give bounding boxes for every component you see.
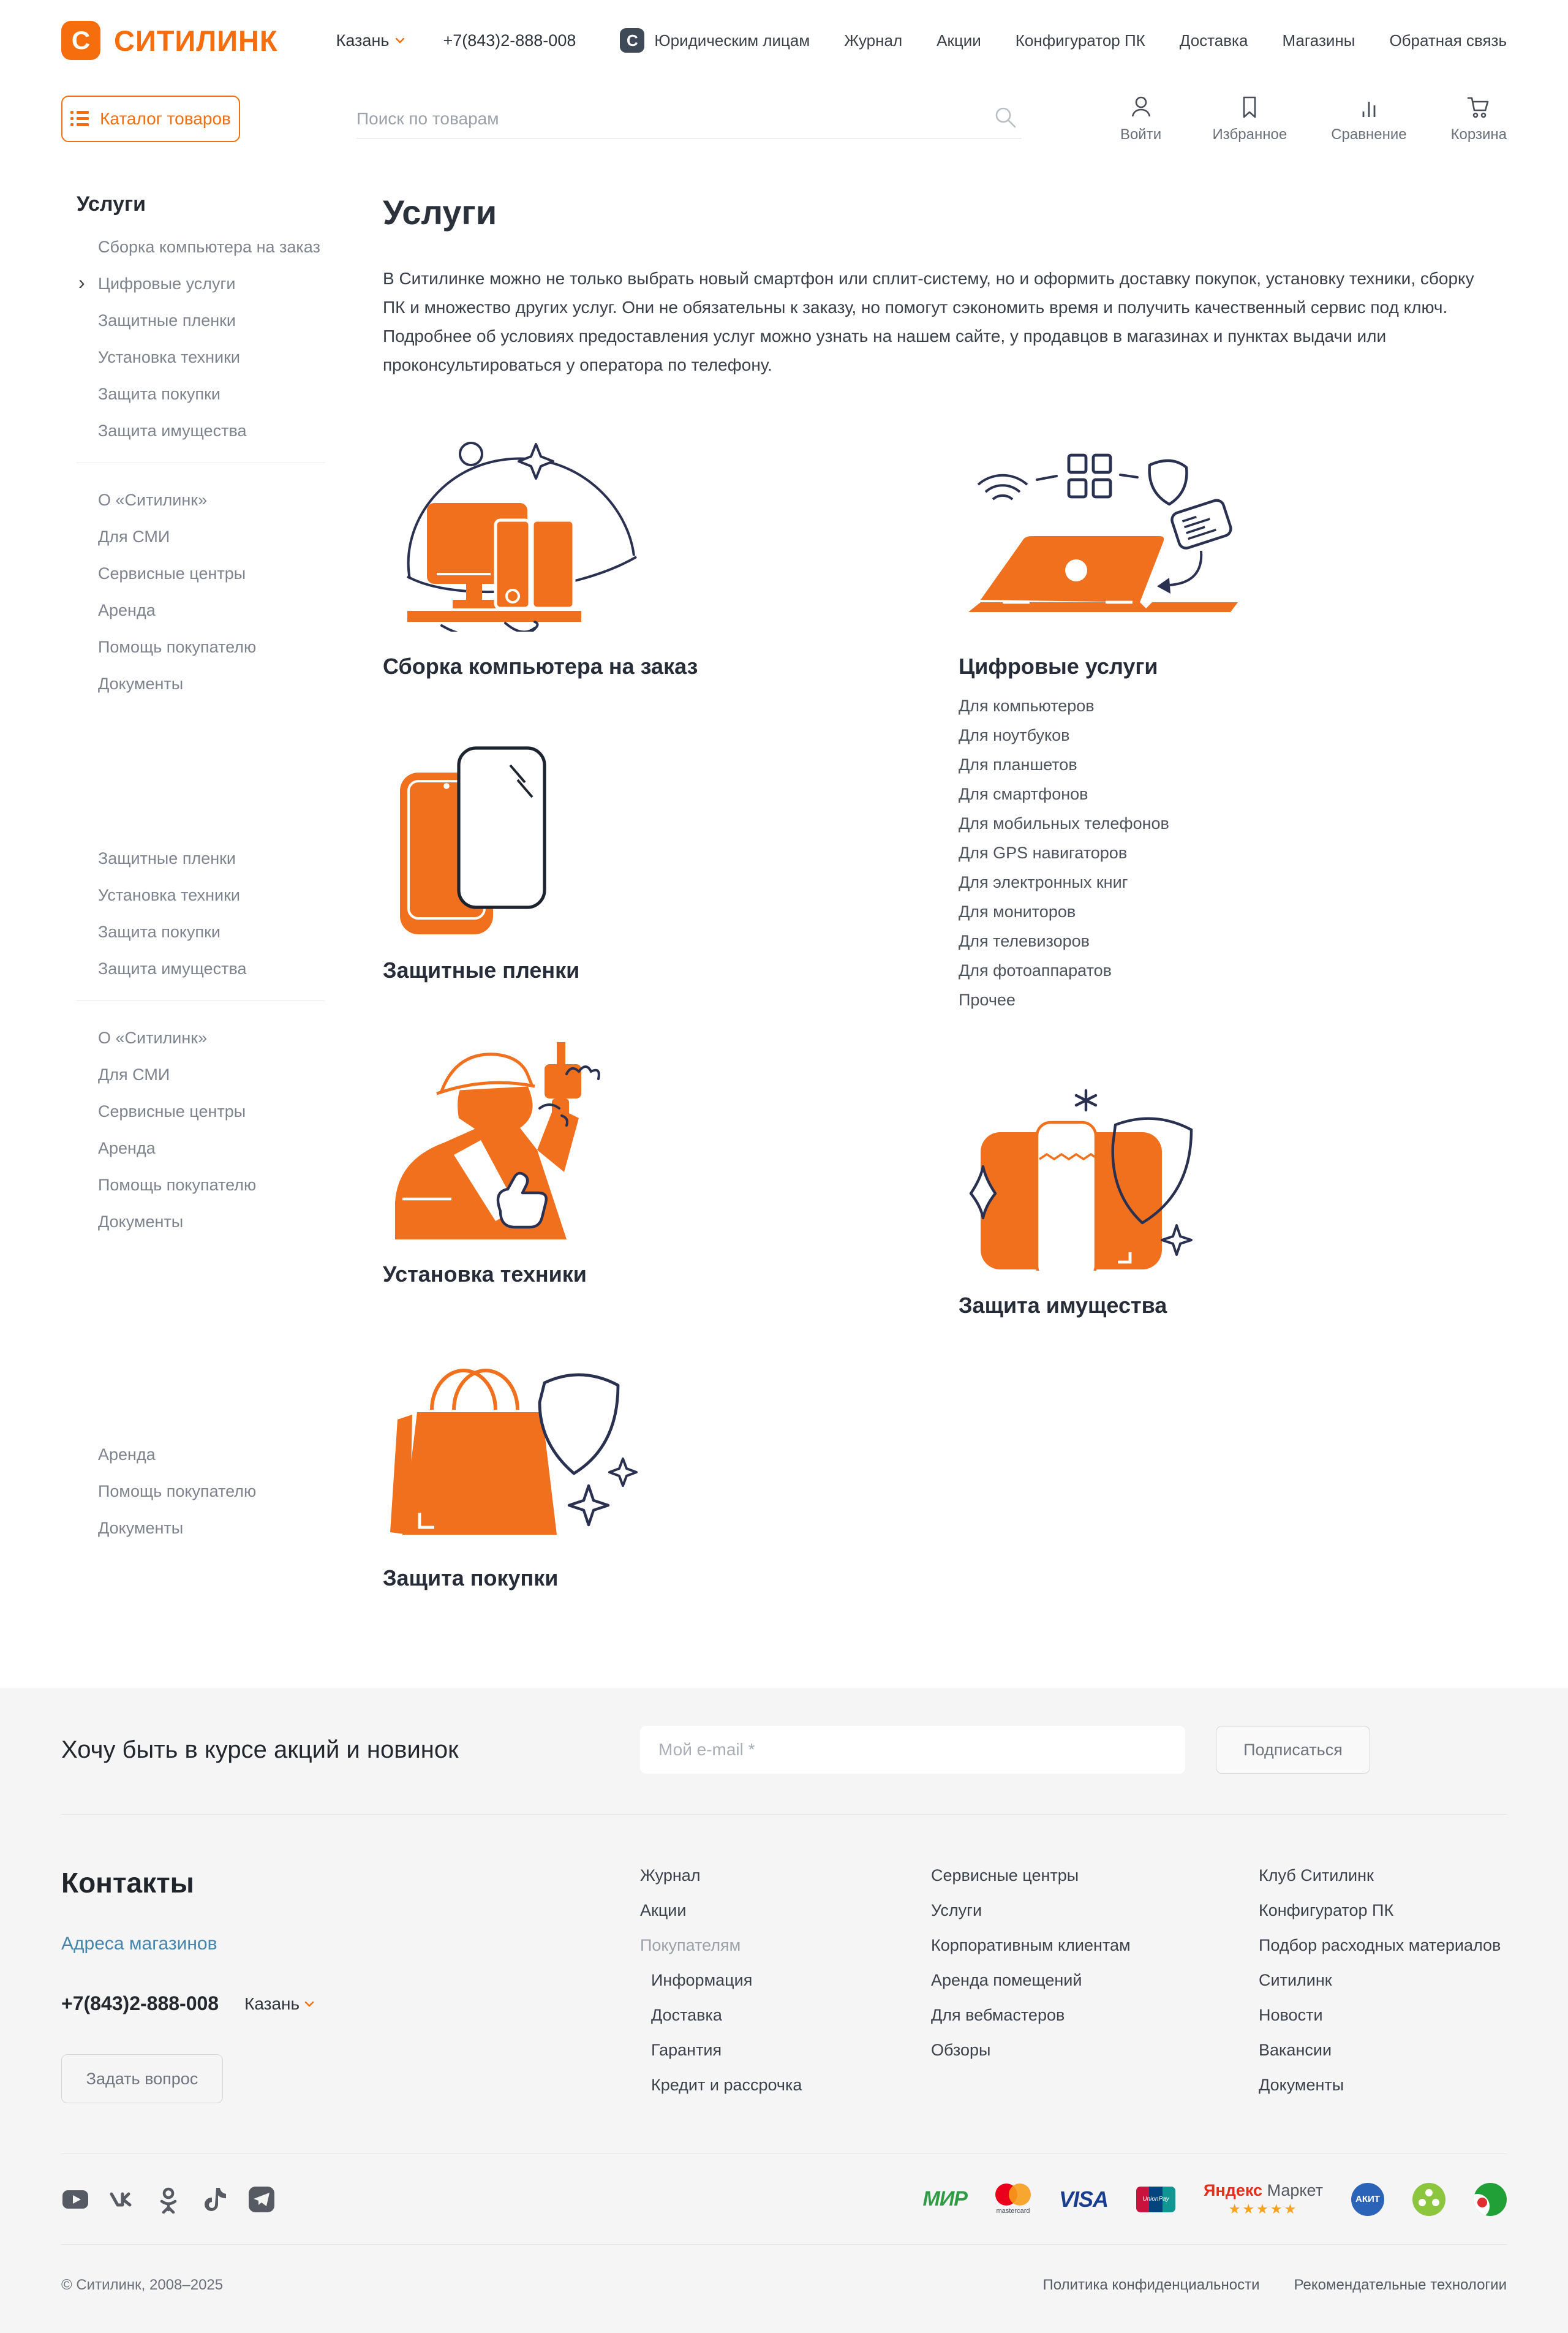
citilink-logo-icon: C bbox=[61, 21, 100, 60]
newsletter-section bbox=[0, 1688, 1568, 1814]
footer-link[interactable]: Клуб Ситилинк bbox=[1259, 1866, 1374, 1885]
nav-journal[interactable]: Журнал bbox=[844, 31, 903, 50]
service-card-property-protection bbox=[959, 1081, 1507, 1318]
sidebar-item-active[interactable]: › Цифровые услуги bbox=[78, 271, 236, 293]
footer bbox=[0, 1688, 1568, 2333]
service-title-property-protection[interactable]: Защита имущества bbox=[959, 1293, 1167, 1318]
contacts-title: Контакты bbox=[61, 1867, 194, 1899]
footer-link[interactable]: Сервисные центры bbox=[931, 1866, 1079, 1885]
catalog-button[interactable]: Каталог товаров bbox=[61, 96, 240, 142]
youtube-icon[interactable] bbox=[61, 2185, 89, 2214]
footer-link[interactable]: Корпоративным клиентам bbox=[931, 1936, 1131, 1954]
sidebar-item[interactable]: Документы bbox=[98, 1519, 184, 1537]
footer-city-selector[interactable]: Казань bbox=[244, 1994, 314, 2014]
service-card-pc-assembly bbox=[383, 429, 959, 679]
services-right-column bbox=[959, 429, 1507, 1645]
search-icon[interactable] bbox=[992, 104, 1018, 130]
sidebar-item[interactable]: Помощь покупателю bbox=[98, 1176, 257, 1194]
email-field[interactable] bbox=[640, 1726, 1185, 1774]
city-selector[interactable] bbox=[336, 31, 405, 50]
bottom-bar bbox=[0, 2245, 1568, 2333]
privacy-policy-link[interactable]: Политика конфиденциальности bbox=[1042, 2277, 1260, 2293]
copyright: © Ситилинк, 2008–2025 bbox=[61, 2277, 224, 2293]
footer-phone[interactable]: +7(843)2-888-008 bbox=[61, 1992, 219, 2014]
footer-link[interactable]: Гарантия bbox=[651, 2041, 722, 2059]
service-card-protective-films bbox=[383, 733, 959, 983]
mir-logo: МИР bbox=[922, 2187, 967, 2210]
sidebar-spacer bbox=[77, 711, 383, 849]
telegram-icon[interactable] bbox=[247, 2185, 276, 2214]
search-input[interactable] bbox=[356, 99, 1022, 138]
sidebar-item[interactable]: Для СМИ bbox=[98, 527, 170, 546]
nav-promos[interactable]: Акции bbox=[937, 31, 981, 50]
social-payments-row bbox=[0, 2154, 1568, 2244]
chevron-right-icon: › bbox=[78, 271, 85, 293]
header-top-row bbox=[61, 21, 1507, 60]
sidebar-title: Услуги bbox=[77, 192, 146, 216]
protective-films-illustration bbox=[383, 733, 959, 936]
installation-illustration bbox=[383, 1037, 959, 1239]
digital-service-link[interactable]: Прочее bbox=[959, 991, 1016, 1009]
sidebar-item[interactable]: Установка техники bbox=[98, 886, 240, 904]
nav-pc-configurator[interactable]: Конфигуратор ПК bbox=[1015, 31, 1145, 50]
sidebar-group-services bbox=[77, 237, 383, 441]
social-icons bbox=[61, 2185, 276, 2214]
footer-link[interactable]: Журнал bbox=[640, 1866, 701, 1885]
vk-icon[interactable] bbox=[108, 2185, 136, 2214]
top-navigation bbox=[620, 28, 1507, 53]
sidebar bbox=[61, 192, 383, 1645]
content bbox=[0, 192, 1568, 1645]
sidebar-item[interactable]: Аренда bbox=[98, 601, 156, 619]
subscribe-button[interactable]: Подписаться bbox=[1216, 1726, 1370, 1774]
sidebar-divider bbox=[77, 1000, 325, 1001]
ask-question-button[interactable]: Задать вопрос bbox=[61, 2054, 223, 2103]
yandex-market-logo: Яндекс Маркет ★★★★★ bbox=[1204, 2181, 1323, 2217]
footer-link[interactable]: Ситилинк bbox=[1259, 1971, 1332, 1989]
digital-service-link[interactable]: Для планшетов bbox=[959, 755, 1077, 774]
favorites-button[interactable]: Избранное bbox=[1213, 94, 1287, 143]
service-card-digital-services bbox=[959, 429, 1507, 1008]
payment-logos bbox=[923, 2181, 1507, 2217]
recommendation-tech-link[interactable]: Рекомендательные технологии bbox=[1294, 2277, 1507, 2293]
digital-services-illustration bbox=[959, 429, 1507, 632]
akit-logo: АКИТ bbox=[1351, 2183, 1384, 2216]
sidebar-item[interactable]: Для СМИ bbox=[98, 1065, 170, 1084]
pc-assembly-illustration bbox=[383, 429, 959, 632]
service-title-installation[interactable]: Установка техники bbox=[383, 1261, 587, 1287]
sidebar-item[interactable]: Аренда bbox=[98, 1139, 156, 1157]
digital-service-link[interactable]: Для электронных книг bbox=[959, 873, 1128, 891]
legal-entities-icon: C bbox=[620, 28, 644, 53]
sidebar-item[interactable]: Защита покупки bbox=[98, 923, 221, 941]
visa-logo: VISA bbox=[1058, 2186, 1108, 2212]
sidebar-spacer bbox=[77, 1249, 383, 1445]
sidebar-item[interactable]: Защита покупки bbox=[98, 385, 221, 403]
footer-link[interactable]: Новости bbox=[1259, 2006, 1323, 2024]
service-title-purchase-protection[interactable]: Защита покупки bbox=[383, 1565, 559, 1590]
nav-delivery[interactable]: Доставка bbox=[1179, 31, 1248, 50]
sidebar-item[interactable]: Установка техники bbox=[98, 348, 240, 366]
newsletter-heading: Хочу быть в курсе акций и новинок bbox=[61, 1736, 459, 1763]
sber-logo bbox=[1474, 2183, 1507, 2216]
mastercard-logo: mastercard bbox=[995, 2184, 1031, 2215]
catalog-list-icon bbox=[70, 110, 89, 127]
service-title-digital-services[interactable]: Цифровые услуги bbox=[959, 654, 1158, 679]
user-icon bbox=[1128, 94, 1154, 120]
digital-service-link[interactable]: Для компьютеров bbox=[959, 697, 1095, 715]
sidebar-item[interactable]: Сборка компьютера на заказ bbox=[98, 238, 320, 256]
digital-service-link[interactable]: Для смартфонов bbox=[959, 785, 1088, 803]
bookmark-icon bbox=[1237, 94, 1262, 120]
digital-service-link[interactable]: Для телевизоров bbox=[959, 932, 1090, 950]
login-button[interactable]: Войти bbox=[1114, 94, 1169, 143]
footer-link[interactable]: Вакансии bbox=[1259, 2041, 1332, 2059]
cart-icon bbox=[1464, 94, 1493, 120]
sidebar-group-services-2 bbox=[77, 849, 383, 978]
sidebar-item[interactable]: Защита имущества bbox=[98, 422, 247, 440]
footer-link[interactable]: Акции bbox=[640, 1901, 687, 1919]
sidebar-group-about bbox=[77, 490, 383, 694]
sidebar-group-about-2 bbox=[77, 1028, 383, 1231]
compare-icon bbox=[1356, 94, 1382, 120]
footer-columns bbox=[0, 1815, 1568, 2153]
sidebar-item[interactable]: Защита имущества bbox=[98, 959, 247, 978]
footer-column-club bbox=[1259, 1866, 1507, 2111]
header-search-row bbox=[61, 94, 1507, 143]
nav-feedback[interactable]: Обратная связь bbox=[1389, 31, 1507, 50]
rating-stars: ★★★★★ bbox=[1228, 2201, 1298, 2217]
chevron-down-icon bbox=[304, 2001, 314, 2007]
unionpay-logo: UnionPay bbox=[1136, 2187, 1175, 2212]
digital-service-link[interactable]: Для ноутбуков bbox=[959, 726, 1070, 744]
bottom-links bbox=[1042, 2277, 1507, 2294]
footer-phone-row bbox=[61, 1992, 640, 2015]
sidebar-item[interactable]: Сервисные центры bbox=[98, 1102, 246, 1121]
citilink-logo-text: СИТИЛИНК bbox=[114, 24, 278, 57]
sidebar-item[interactable]: Защитные пленки bbox=[98, 849, 236, 868]
digital-services-links bbox=[959, 698, 1507, 1008]
nav-legal-entities[interactable]: C Юридическим лицам bbox=[620, 28, 810, 53]
city-label: Казань bbox=[336, 31, 390, 50]
compare-button[interactable]: Сравнение bbox=[1331, 94, 1406, 143]
page-title: Услуги bbox=[383, 193, 497, 232]
main-area bbox=[383, 192, 1507, 1645]
header bbox=[0, 0, 1568, 143]
sidebar-item[interactable]: Документы bbox=[98, 1212, 184, 1231]
services-grid bbox=[383, 429, 1507, 1645]
digital-service-link[interactable]: Для мобильных телефонов bbox=[959, 814, 1169, 833]
footer-link[interactable]: Для вебмастеров bbox=[931, 2006, 1065, 2024]
intro-paragraph: В Ситилинке можно не только выбрать новый смартфон или сплит-систему, но и оформить доставку покупок, установку техники, сборку ПК и множество других услуг. Они не обязательны к заказу, но помогут сэкономить время и получить качественный сервис под ключ. Подробнее об условиях предоставления услуг можно узнать на нашем сайте, у продавцов в магазинах и пунктах выдачи или проконсультироваться у оператора по телефону. bbox=[383, 269, 1474, 374]
purchase-protection-illustration bbox=[383, 1341, 959, 1543]
digital-service-link[interactable]: Для фотоаппаратов bbox=[959, 961, 1112, 980]
sidebar-item[interactable]: Защитные пленки bbox=[98, 311, 236, 330]
services-left-column bbox=[383, 429, 959, 1645]
sidebar-item[interactable]: О «Ситилинк» bbox=[98, 1029, 208, 1047]
footer-link[interactable]: Информация bbox=[651, 1971, 753, 1989]
header-phone[interactable]: +7(843)2-888-008 bbox=[443, 31, 576, 50]
footer-link[interactable]: Обзоры bbox=[931, 2041, 991, 2059]
sidebar-item[interactable]: Сервисные центры bbox=[98, 564, 246, 583]
footer-column-shoppers bbox=[640, 1866, 931, 2111]
sidebar-item[interactable]: Помощь покупателю bbox=[98, 638, 257, 656]
cart-button[interactable]: Корзина bbox=[1451, 94, 1507, 143]
nav-stores[interactable]: Магазины bbox=[1282, 31, 1355, 50]
sidebar-item[interactable]: Помощь покупателю bbox=[98, 1482, 257, 1500]
eco-circle-logo bbox=[1412, 2183, 1446, 2216]
digital-service-link[interactable]: Для мониторов bbox=[959, 902, 1076, 921]
footer-link[interactable]: Документы bbox=[1259, 2076, 1344, 2094]
footer-link[interactable]: Услуги bbox=[931, 1901, 982, 1919]
footer-link[interactable]: Конфигуратор ПК bbox=[1259, 1901, 1394, 1919]
tiktok-icon[interactable] bbox=[201, 2185, 229, 2214]
citilink-logo[interactable] bbox=[61, 21, 278, 60]
sidebar-item[interactable]: Аренда bbox=[98, 1445, 156, 1464]
sidebar-item[interactable]: Документы bbox=[98, 675, 184, 693]
store-addresses-link[interactable]: Адреса магазинов bbox=[61, 1934, 217, 1954]
footer-link[interactable]: Аренда помещений bbox=[931, 1971, 1082, 1989]
service-title-pc-assembly[interactable]: Сборка компьютера на заказ bbox=[383, 654, 698, 679]
footer-link[interactable]: Кредит и рассрочка bbox=[651, 2076, 802, 2094]
sidebar-group-tail bbox=[77, 1445, 383, 1538]
footer-link[interactable]: Подбор расходных материалов bbox=[1259, 1936, 1501, 1954]
search-bar bbox=[356, 99, 1022, 138]
digital-service-link[interactable]: Для GPS навигаторов bbox=[959, 844, 1128, 862]
service-title-protective-films[interactable]: Защитные пленки bbox=[383, 958, 580, 983]
property-protection-illustration bbox=[959, 1081, 1507, 1271]
footer-column-company bbox=[931, 1866, 1259, 2111]
header-actions bbox=[1114, 94, 1507, 143]
footer-label-shoppers: Покупателям bbox=[640, 1936, 741, 1954]
odnoklassniki-icon[interactable] bbox=[154, 2185, 183, 2214]
sidebar-item[interactable]: О «Ситилинк» bbox=[98, 491, 208, 509]
chevron-down-icon bbox=[395, 37, 405, 43]
service-card-installation bbox=[383, 1037, 959, 1287]
footer-link[interactable]: Доставка bbox=[651, 2006, 722, 2024]
service-card-purchase-protection bbox=[383, 1341, 959, 1591]
footer-contacts bbox=[61, 1866, 640, 2111]
